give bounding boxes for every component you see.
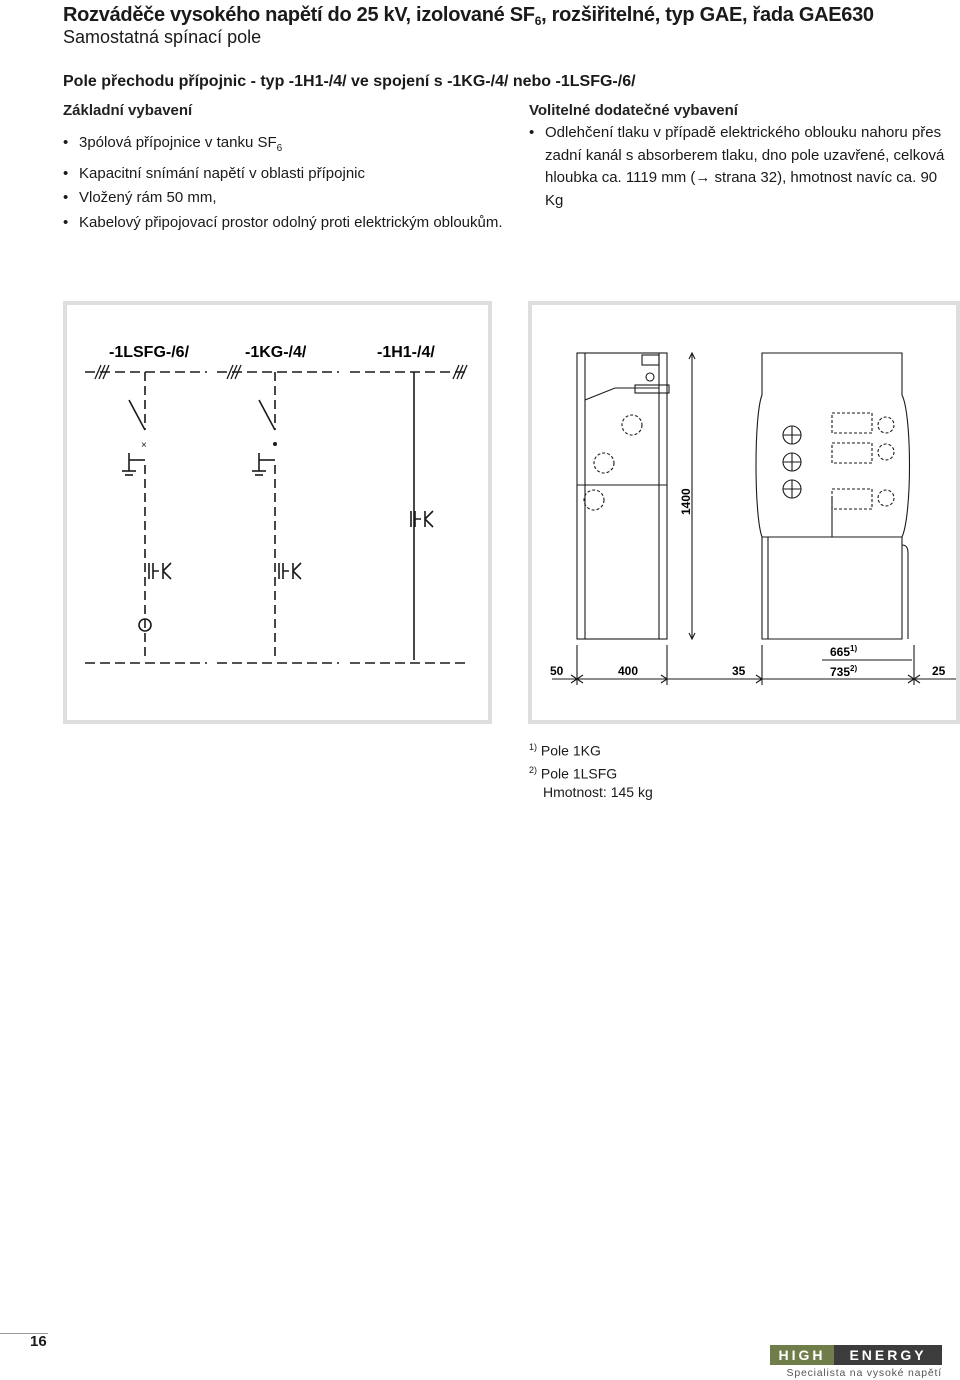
dimension-drawing: [532, 305, 956, 720]
dim-50: 50: [550, 664, 564, 678]
label-kg: -1KG-/4/: [245, 344, 307, 361]
list-item-text: [545, 167, 957, 212]
list-item: [529, 122, 957, 212]
weight-note: Hmotnost: 145 kg: [543, 784, 653, 801]
logo-energy: ENERGY: [834, 1345, 942, 1365]
dim-665-value: 665: [830, 645, 851, 659]
footnotes: [529, 738, 653, 802]
footnote-text: Pole 1KG: [540, 742, 601, 759]
dim-735-value: 735: [830, 665, 851, 679]
arrow-right-icon: →: [695, 169, 711, 186]
page-title: [63, 4, 874, 28]
logo-high: HIGH: [770, 1345, 834, 1365]
list-item: [63, 131, 503, 162]
dim-35: 35: [732, 664, 746, 678]
list-item-text: Kapacitní snímání napětí v oblasti přípojnic: [79, 164, 365, 182]
dim-665-note: 1): [850, 644, 858, 653]
section-title: Pole přechodu přípojnic - typ -1H1-/4/ ve spojení s -1KG-/4/ nebo -1LSFG-/6/: [63, 73, 636, 90]
single-line-diagram: [67, 305, 488, 720]
list-item-text: zadní kanál s absorberem tlaku, dno pole uzavřené, celková: [545, 146, 945, 164]
text-part: strana 32), hmotnost navíc ca. 90 Kg: [545, 169, 938, 209]
list-item-text: Vložený rám 50 mm,: [79, 189, 217, 206]
company-logo: [770, 1345, 942, 1379]
list-item-text: Odlehčení tlaku v případě elektrického oblouku nahoru přes: [545, 124, 942, 141]
footnote-marker: 2): [529, 764, 538, 775]
x-mark: ×: [141, 440, 147, 451]
page-number: 16: [30, 1333, 47, 1350]
logo-tagline: Specialista na vysoké napětí: [786, 1367, 942, 1379]
footnote-marker: 1): [529, 742, 538, 752]
footnote-2: [529, 761, 653, 784]
label-lsfg: -1LSFG-/6/: [109, 344, 190, 361]
dim-735: [830, 664, 857, 679]
label-h1: -1H1-/4/: [377, 344, 435, 361]
list-item-text: 3pólová přípojnice v tanku SF: [79, 134, 277, 151]
logo-wordmark: [770, 1345, 942, 1365]
list-item: [63, 211, 503, 236]
drawing-panel: [528, 301, 960, 724]
schematic-panel: [63, 301, 492, 724]
basic-equipment-heading: Základní vybavení: [63, 102, 193, 119]
basic-equipment-list: [63, 131, 503, 235]
list-item-subscript: 6: [276, 143, 283, 154]
footnote-text: Pole 1LSFG: [540, 765, 618, 782]
page-subtitle: Samostatná spínací pole: [63, 27, 262, 47]
footnote-1: [529, 738, 653, 761]
text-part: hloubka ca. 1119 mm (: [545, 169, 696, 186]
dim-height: 1400: [679, 488, 693, 515]
title-subscript: 6: [534, 14, 542, 28]
list-item: [63, 186, 503, 211]
title-text: Rozváděče vysokého napětí do 25 kV, izolované SF: [63, 4, 535, 26]
dim-400: 400: [618, 664, 639, 678]
list-item: [63, 162, 503, 187]
optional-equipment-heading: Volitelné dodatečné vybavení: [529, 102, 738, 119]
list-item-text: Kabelový připojovací prostor odolný proti elektrickým obloukům.: [79, 213, 503, 231]
dim-665: [830, 644, 857, 659]
dim-25: 25: [932, 664, 946, 678]
bullet: •: [529, 124, 535, 141]
optional-equipment-list: [529, 122, 957, 212]
title-text-end: , rozšiřitelné, typ GAE, řada GAE630: [541, 4, 874, 26]
dim-735-note: 2): [850, 664, 858, 673]
